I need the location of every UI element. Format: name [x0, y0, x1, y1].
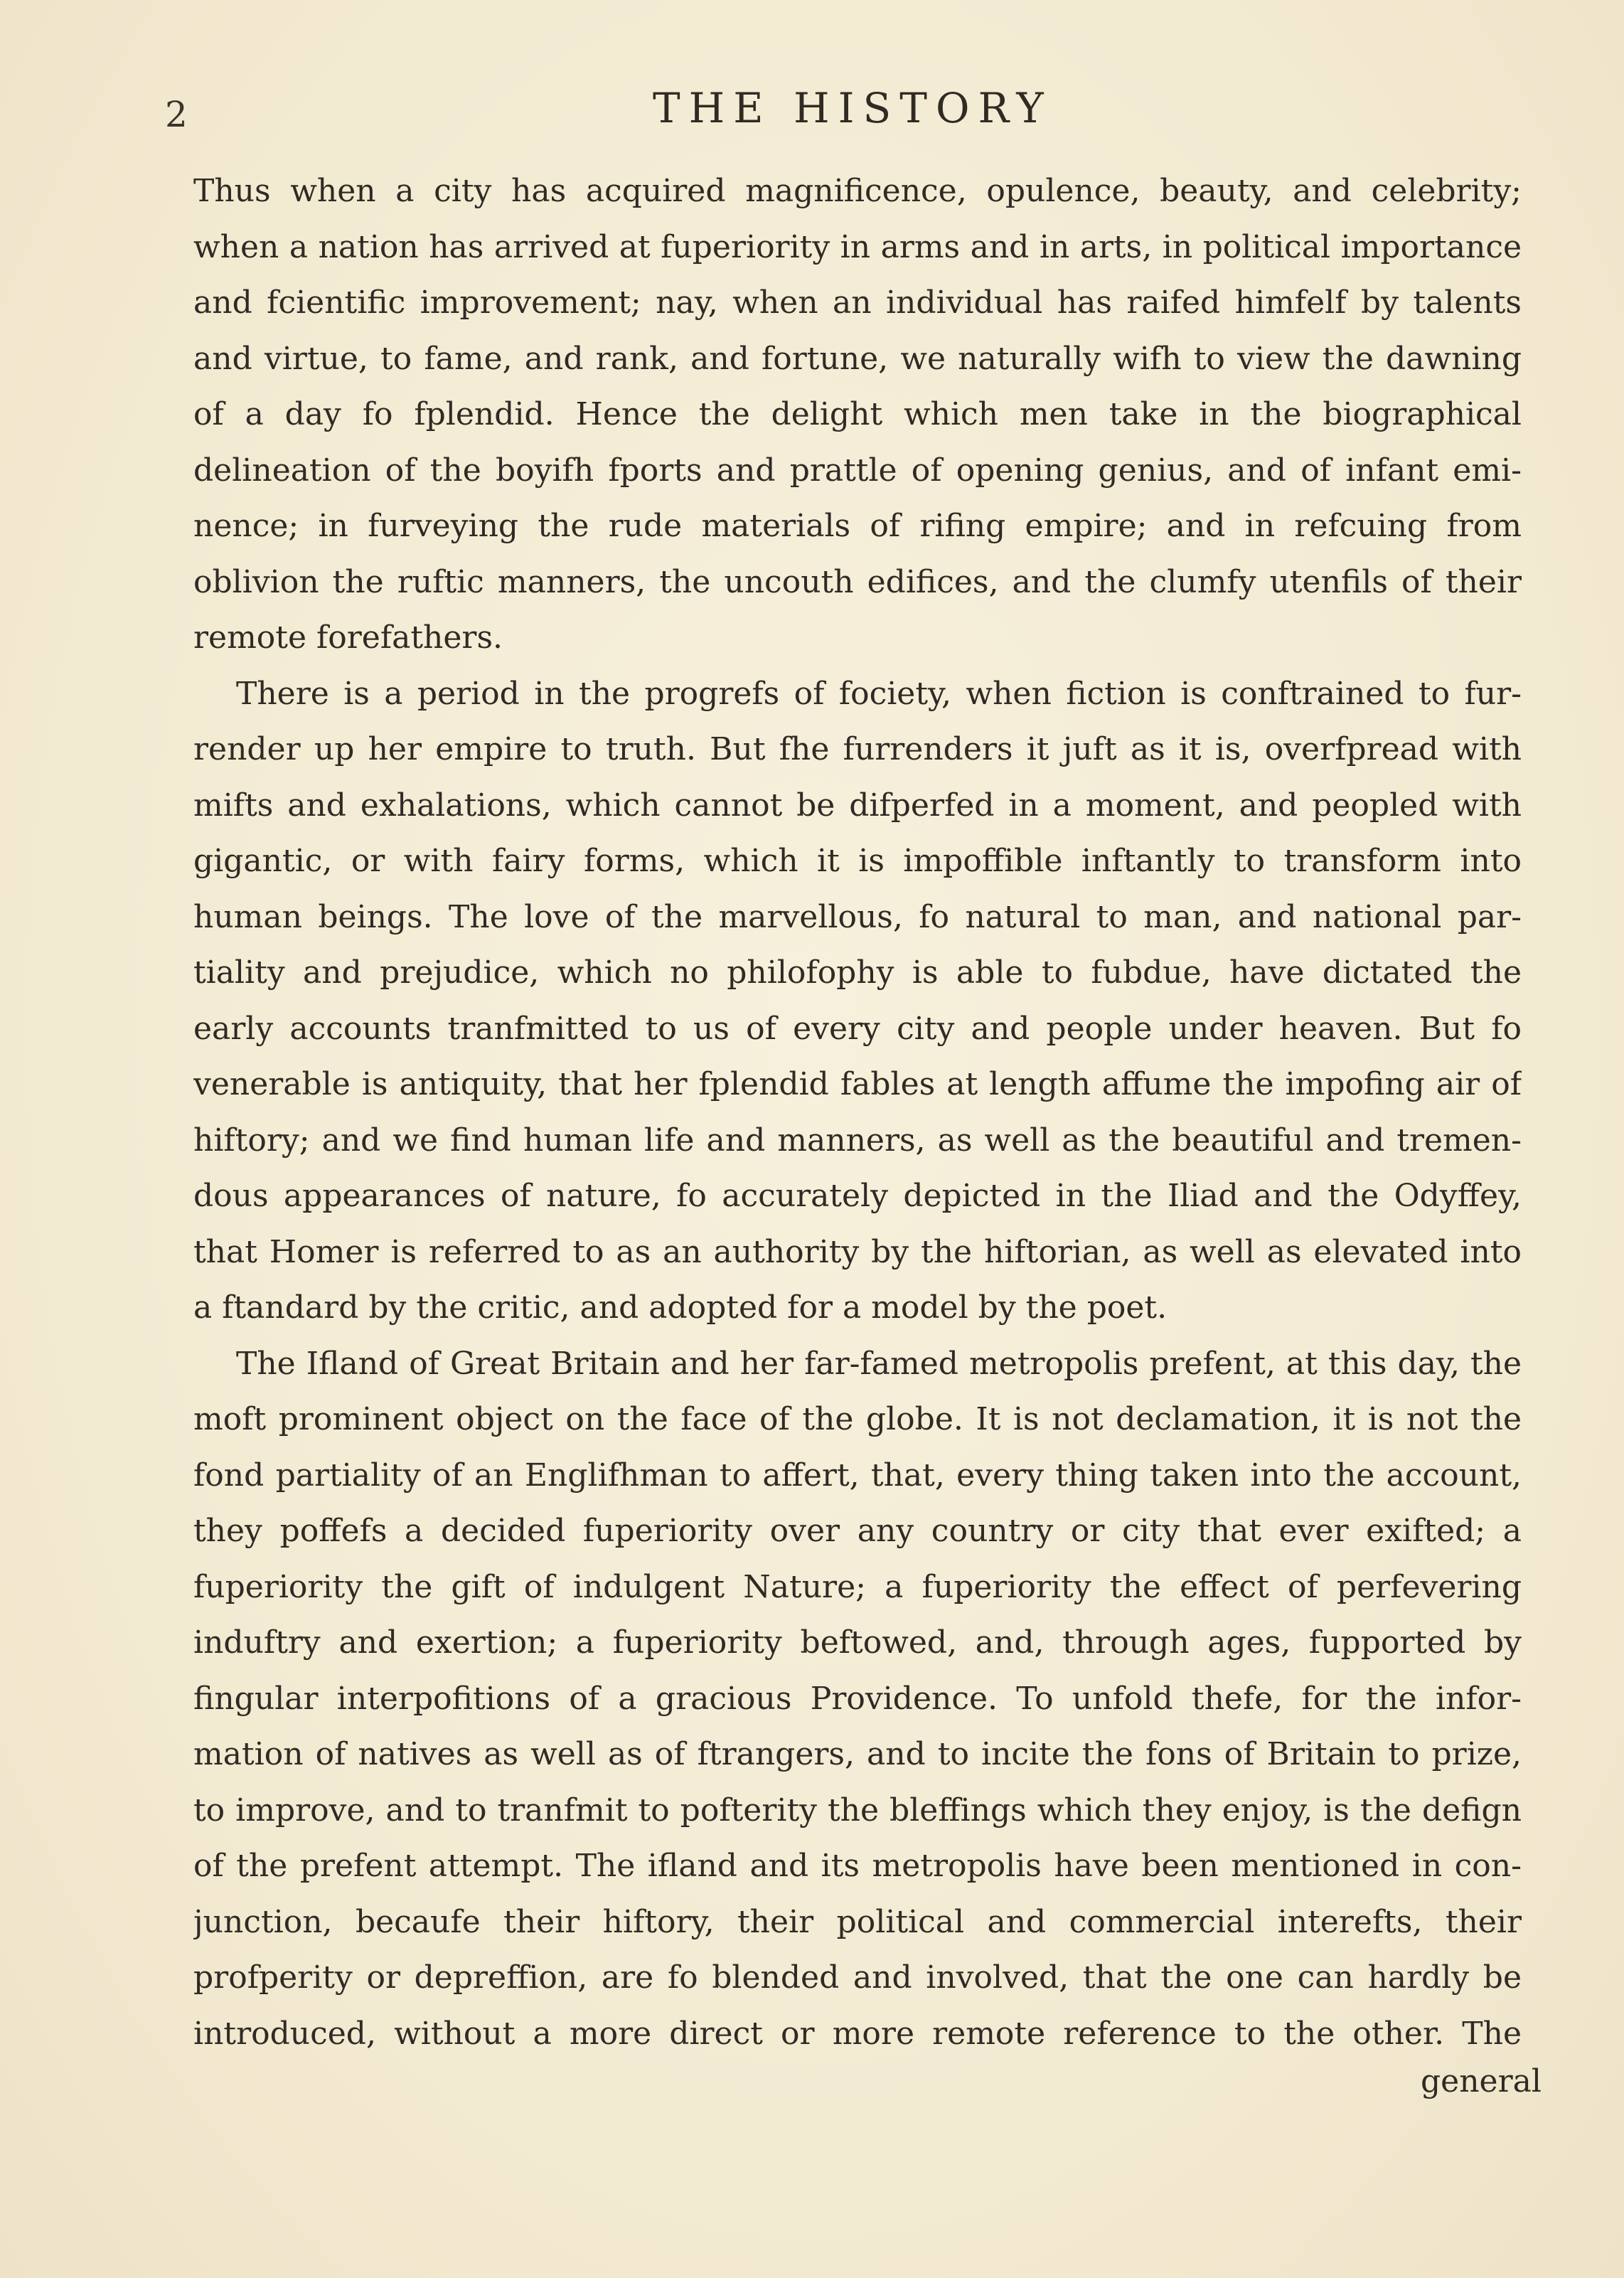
text-line: fingular interpofitions of a gracious Providence. To unfold thefe, for the infor- — [193, 1680, 1522, 1717]
text-line: of the prefent attempt. The ifland and its metropolis have been mentioned in con- — [193, 1848, 1522, 1884]
text-line: tiality and prejudice, which no philofophy is able to fubdue, have dictated the — [193, 954, 1522, 991]
text-line: mation of natives as well as of ftrangers, and to incite the fons of Britain to prize, — [193, 1736, 1522, 1772]
text-line: nence; in furveying the rude materials of rifing empire; and in refcuing from — [193, 508, 1522, 544]
paragraph-1 — [193, 164, 1522, 666]
text-line: fond partiality of an Englifhman to affert, that, every thing taken into the account, — [193, 1457, 1522, 1494]
text-line: to improve, and to tranfmit to pofterity the bleffings which they enjoy, is the defign — [193, 1792, 1522, 1829]
text-line: introduced, without a more direct or more remote reference to the other. The — [193, 2015, 1522, 2052]
paragraph-2 — [193, 666, 1522, 1336]
text-line: they poffefs a decided fuperiority over any country or city that ever exifted; a — [193, 1513, 1522, 1549]
text-line: moft prominent object on the face of the globe. It is not declamation, it is not the — [193, 1401, 1522, 1437]
text-line: profperity or depreffion, are fo blended and involved, that the one can hardly be — [193, 1959, 1522, 1996]
text-line: venerable is antiquity, that her fplendid fables at length affume the impofing air of — [193, 1066, 1522, 1102]
text-line: when a nation has arrived at fuperiority in arms and in arts, in political importance — [193, 228, 1522, 265]
text-line: human beings. The love of the marvellous, fo natural to man, and national par- — [193, 898, 1522, 935]
text-line: fuperiority the gift of indulgent Nature; a fuperiority the effect of perfevering — [193, 1568, 1522, 1605]
text-line: a ftandard by the critic, and adopted for a model by the poet. — [193, 1289, 1168, 1326]
page-header — [0, 84, 1624, 148]
text-line: remote forefathers. — [193, 619, 503, 656]
catchword: general — [1421, 2063, 1542, 2099]
paragraph-3 — [193, 1336, 1522, 2063]
text-line: of a day fo fplendid. Hence the delight which men take in the biographical — [193, 396, 1522, 432]
text-line: gigantic, or with fairy forms, which it is impoffible inftantly to transform into — [193, 843, 1522, 879]
text-line: that Homer is referred to as an authority by the hiftorian, as well as elevated into — [193, 1233, 1522, 1270]
text-line: junction, becaufe their hiftory, their political and commercial interefts, their — [193, 1903, 1522, 1940]
text-line: hiftory; and we find human life and manners, as well as the beautiful and tremen- — [193, 1122, 1522, 1159]
page-number: 2 — [165, 94, 188, 135]
text-line: mifts and exhalations, which cannot be difperfed in a moment, and peopled with — [193, 787, 1522, 824]
text-line: oblivion the ruftic manners, the uncouth edifices, and the clumfy utenfils of their — [193, 563, 1522, 600]
running-head: THE HISTORY — [653, 84, 1052, 132]
text-line: induftry and exertion; a fuperiority beftowed, and, through ages, fupported by — [193, 1624, 1522, 1661]
text-line: and fcientific improvement; nay, when an individual has raifed himfelf by talents — [193, 284, 1522, 321]
text-line: and virtue, to fame, and rank, and fortune, we naturally wifh to view the dawning — [193, 340, 1522, 377]
text-line: The Ifland of Great Britain and her far-famed metropolis prefent, at this day, the — [236, 1345, 1522, 1382]
text-line: render up her empire to truth. But fhe furrenders it juft as it is, overfpread with — [193, 731, 1522, 767]
text-line: early accounts tranfmitted to us of every city and people under heaven. But fo — [193, 1010, 1522, 1047]
text-line: dous appearances of nature, fo accurately depicted in the Iliad and the Odyffey, — [193, 1178, 1522, 1214]
text-line: There is a period in the progrefs of fociety, when fiction is conftrained to fur- — [236, 675, 1522, 712]
text-line: delineation of the boyifh fports and prattle of opening genius, and of infant emi- — [193, 452, 1522, 489]
text-line: Thus when a city has acquired magnificence, opulence, beauty, and celebrity; — [193, 173, 1522, 209]
body-text — [193, 164, 1522, 2062]
